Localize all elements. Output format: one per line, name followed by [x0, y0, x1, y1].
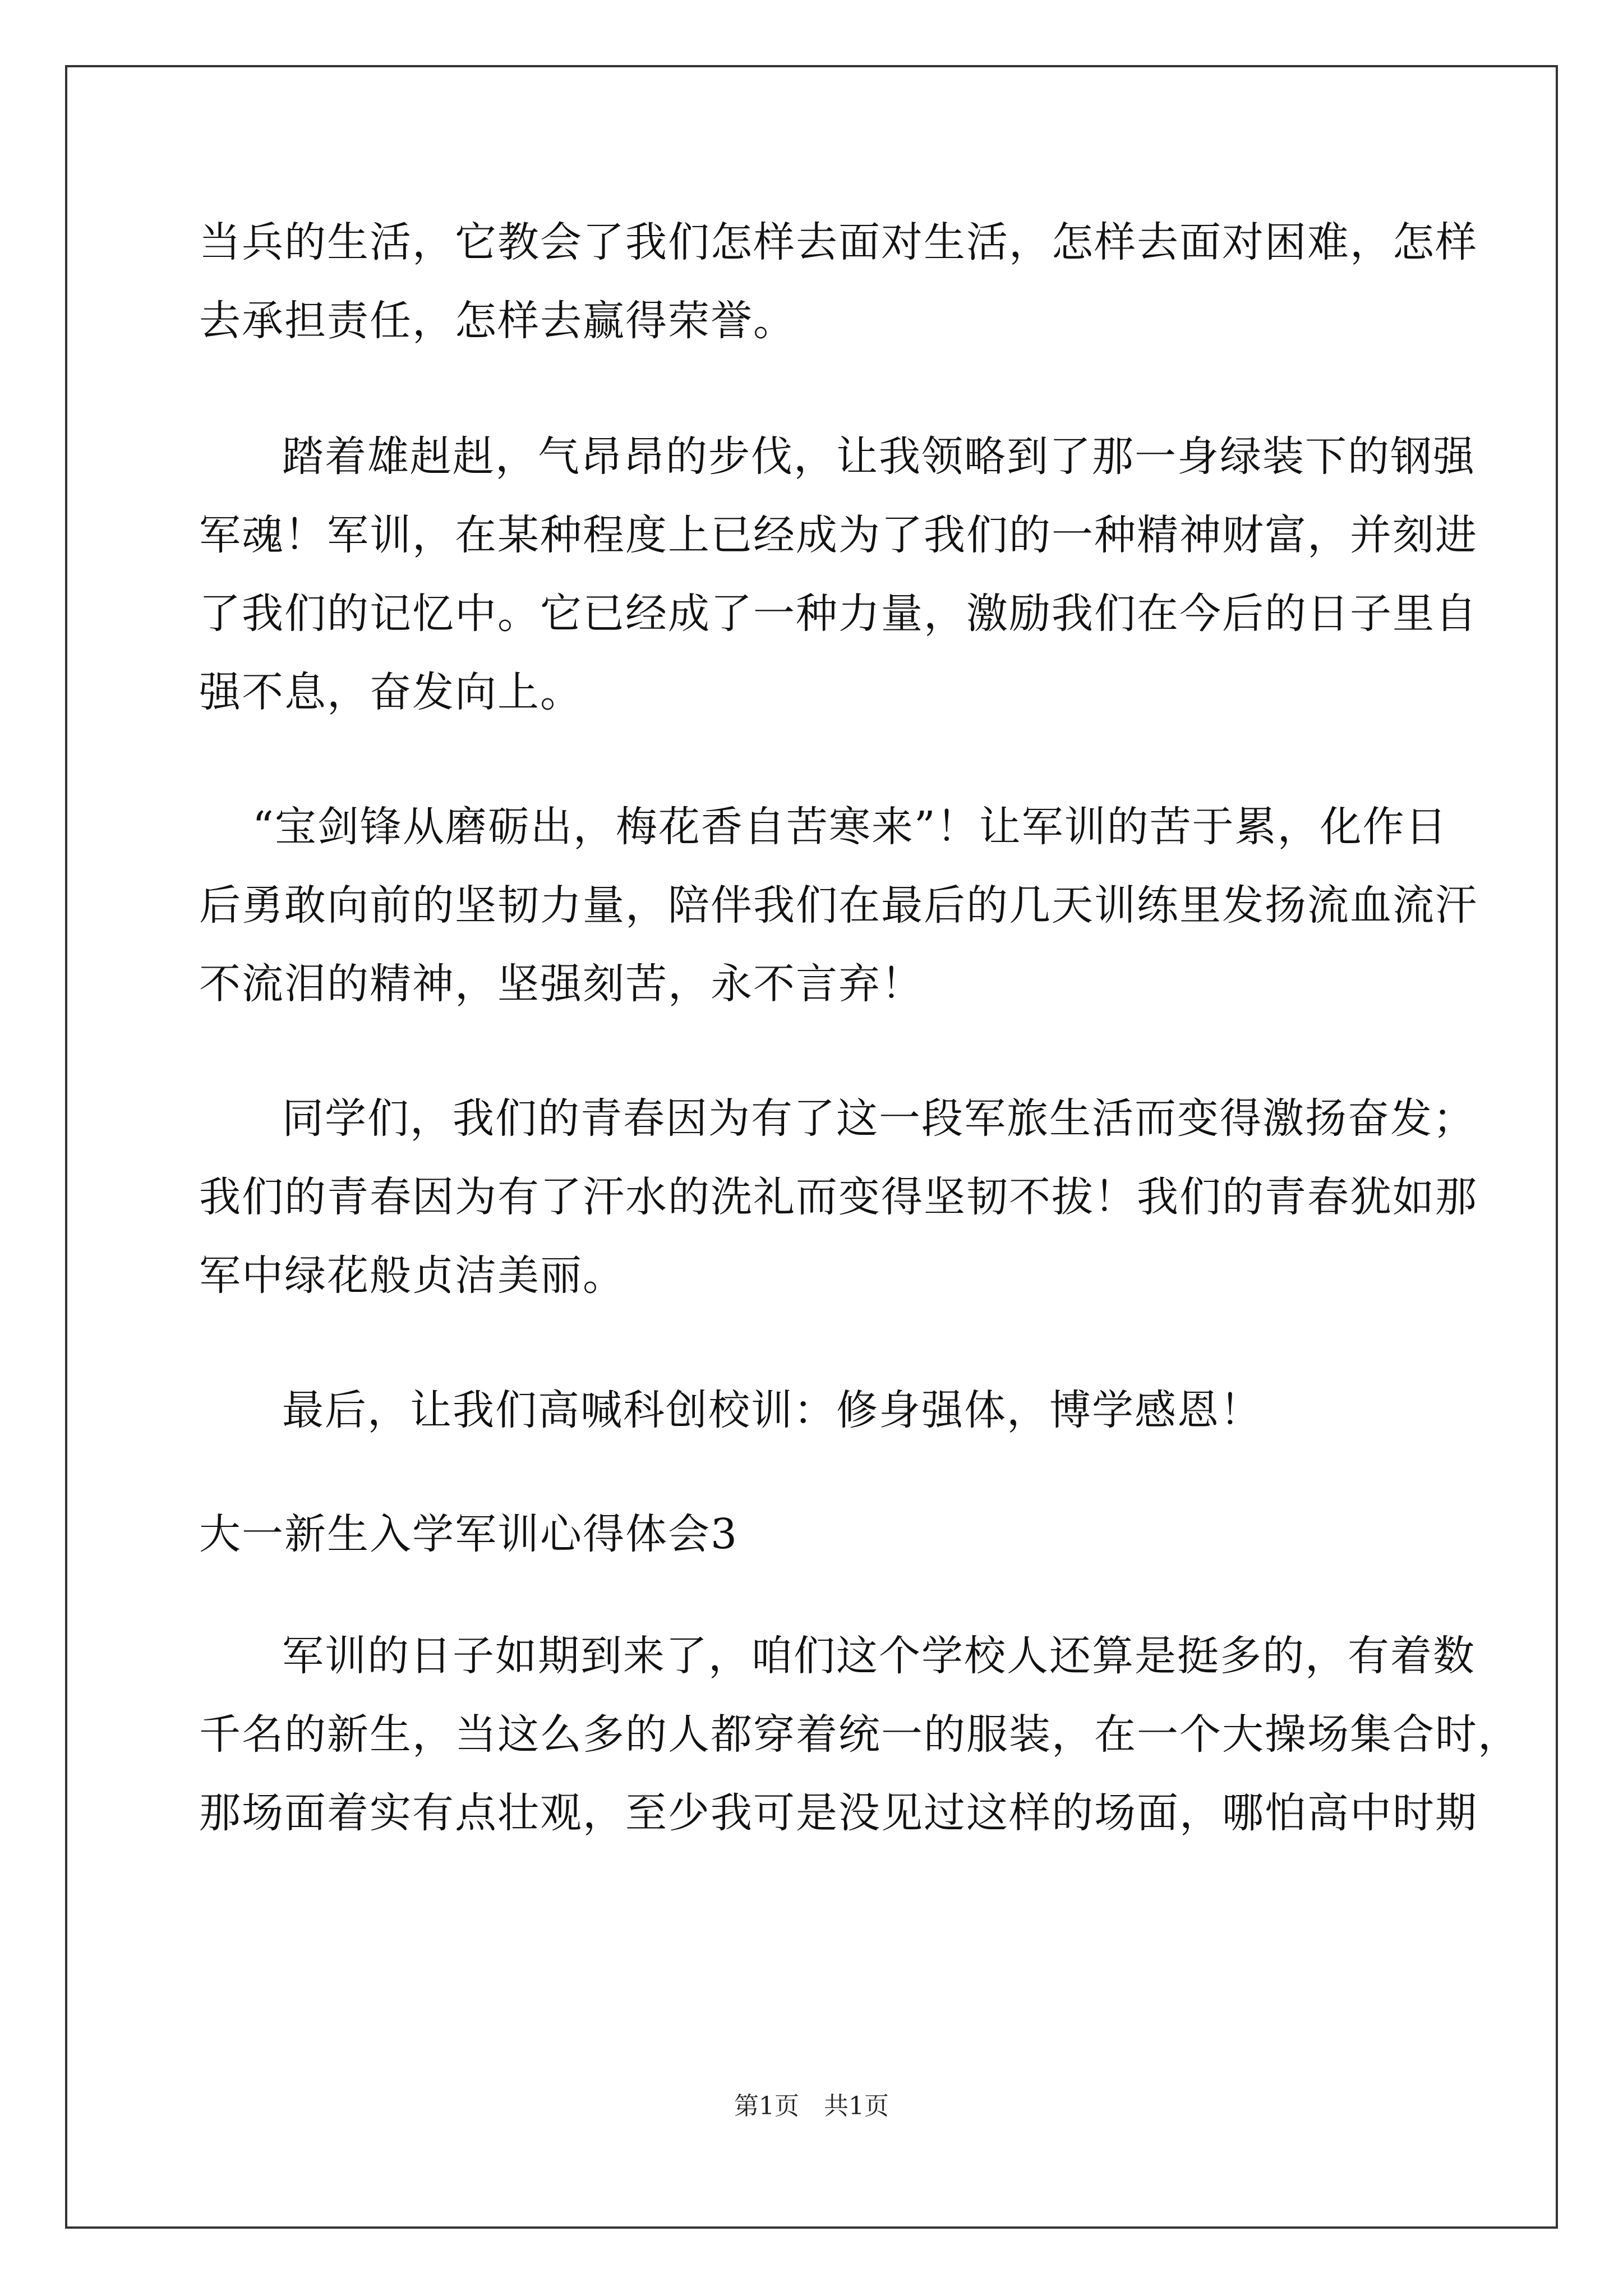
- paragraph-line: 军训的日子如期到来了，咱们这个学校人还算是挺多的，有着数: [282, 1632, 1476, 1680]
- paragraph-line: 我们的青春因为有了汗水的洗礼而变得坚韧不拔！我们的青春犹如那: [199, 1173, 1478, 1221]
- paragraph-line: 当兵的生活，它教会了我们怎样去面对生活，怎样去面对困难，怎样: [199, 218, 1478, 266]
- page-footer: 第1页 共1页: [734, 2092, 889, 2120]
- paragraph-line: 了我们的记忆中。它已经成了一种力量，激励我们在今后的日子里自: [199, 590, 1478, 638]
- page-border: [65, 65, 1558, 2229]
- paragraph-line: 军魂！军训，在某种程度上已经成为了我们的一种精神财富，并刻进: [199, 511, 1478, 559]
- paragraph-line: 强不息，奋发向上。: [199, 668, 583, 716]
- section-heading: 大一新生入学军训心得体会3: [199, 1510, 739, 1558]
- paragraph-line: 那场面着实有点壮观，至少我可是没见过这样的场面，哪怕高中时期: [199, 1789, 1478, 1837]
- paragraph-line: 千名的新生，当这么多的人都穿着统一的服装，在一个大操场集合时，: [199, 1710, 1520, 1759]
- paragraph-line: 同学们，我们的青春因为有了这一段军旅生活而变得激扬奋发；: [282, 1094, 1476, 1143]
- paragraph-line: 去承担责任，怎样去赢得荣誉。: [199, 297, 796, 345]
- paragraph-line: 不流泪的精神，坚强刻苦，永不言弃！: [199, 960, 924, 1008]
- paragraph-line: 后勇敢向前的坚韧力量，陪伴我们在最后的几天训练里发扬流血流汗: [199, 881, 1478, 930]
- paragraph-line: 踏着雄赳赳，气昂昂的步伐，让我领略到了那一身绿装下的钢强: [282, 432, 1476, 481]
- paragraph-line: “宝剑锋从磨砺出，梅花香自苦寒来”！让军训的苦于累，化作日: [252, 803, 1448, 851]
- paragraph-line: 军中绿花般贞洁美丽。: [199, 1251, 625, 1300]
- paragraph-line: 最后，让我们高喊科创校训：修身强体，博学感恩！: [282, 1386, 1262, 1434]
